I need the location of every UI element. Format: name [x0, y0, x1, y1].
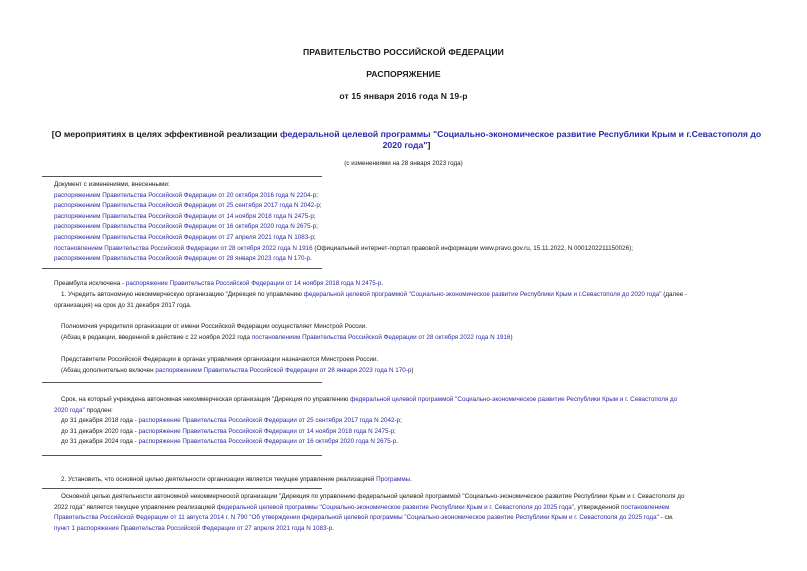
preamble-tail: .	[381, 280, 384, 287]
term-link[interactable]: распоряжение Правительства Российской Федерации от 14 ноября 2018 года N 2475-р	[138, 427, 395, 435]
final-program-link[interactable]: федеральной целевой программы "Социально-экономическое развитие Республики Крым и г. Севастополя до 2025 года"	[216, 503, 574, 511]
change-link[interactable]: постановлением Правительства Российской Федерации от 28 октября 2022 года N 1916	[54, 244, 313, 252]
change-link[interactable]: распоряжением Правительства Российской Федерации от 25 сентября 2017 года N 2042-р	[54, 202, 320, 210]
item-2-tail: .	[410, 476, 412, 483]
changes-intro: Документ с изменениями, внесенными:	[54, 181, 170, 188]
list-item-tail: ;	[313, 212, 316, 220]
change-link[interactable]: распоряжением Правительства Российской Федерации от 28 января 2023 года N 170-р	[54, 255, 311, 263]
change-link[interactable]: распоряжением Правительства Российской Федерации от 14 ноября 2018 года N 2475-р	[54, 212, 314, 220]
term-program-link[interactable]: федеральной целевой программой "Социально-экономическое развитие Республики Крым и г. Севастополя до	[350, 396, 678, 403]
term-program-link-cont[interactable]: 2020 года"	[54, 406, 85, 414]
term-item-tail: .	[396, 438, 399, 446]
term-date: до 31 декабря 2018 года -	[61, 417, 139, 425]
edition-note: (с изменениями на 28 января 2023 года)	[344, 160, 463, 167]
list-item-tail: ;	[316, 223, 318, 231]
representatives-note-text: (Абзац дополнительно включен	[61, 367, 156, 374]
final-order-link[interactable]: пункт 1 распоряжения Правительства Российской Федерации от 27 апреля 2021 года N 1083-р	[54, 524, 333, 532]
list-item	[54, 244, 633, 255]
representatives-paragraph: Представители Российской Федерации в органах управления организации назначаются Минстроем России.	[61, 356, 379, 363]
title-suffix: ]	[427, 140, 431, 150]
representatives-note-link[interactable]: распоряжением Правительства Российской Федерации от 28 января 2023 года N 170-р	[155, 367, 412, 374]
document-type: РАСПОРЯЖЕНИЕ	[366, 69, 441, 79]
preamble-text: Преамбула исключена -	[54, 280, 126, 287]
divider	[42, 268, 322, 269]
item-2	[61, 475, 412, 486]
term-date: до 31 декабря 2020 года -	[61, 427, 139, 435]
term-date: до 31 декабря 2024 года -	[61, 438, 139, 446]
item-1-tail: (далее -	[661, 291, 688, 298]
term-list	[61, 416, 402, 448]
founder-note-link[interactable]: постановлением Правительства Российской Федерации от 28 октября 2022 года N 1916	[251, 334, 511, 341]
item-1-text: 1. Учредить автономную некоммерческую организацию "Дирекция по управлению	[61, 291, 304, 298]
divider	[42, 382, 322, 383]
term-line-1	[61, 395, 677, 406]
item-1-program-link[interactable]: федеральной целевой программой "Социально-экономическое развитие Республики Крым и г.Севастополя до 2020 года"	[303, 291, 662, 298]
final-line-4	[54, 524, 767, 535]
list-item-tail: ;	[319, 202, 322, 210]
term-link[interactable]: распоряжение Правительства Российской Федерации от 16 октября 2020 года N 2675-р	[138, 438, 397, 446]
document-title	[44, 129, 769, 151]
final-line-2	[54, 503, 767, 514]
founder-note-text: (Абзац в редакции, введенной в действие с 22 ноября 2022 года	[61, 334, 252, 341]
list-item	[54, 201, 633, 212]
list-item-tail: .	[310, 255, 312, 263]
change-link[interactable]: распоряжением Правительства Российской Федерации от 27 апреля 2021 года N 1083-р	[54, 233, 314, 241]
final-text: .	[332, 524, 334, 532]
founder-note-tail: )	[510, 334, 513, 341]
list-item	[54, 233, 633, 244]
founder-note	[61, 333, 513, 344]
list-item-tail: ;	[316, 191, 318, 199]
list-item	[61, 416, 402, 427]
final-line-3	[54, 513, 767, 524]
title-program-link[interactable]: федеральной целевой программы "Социально-экономическое развитие Республики Крым и г.Севастополя до 2020 года"	[279, 129, 762, 150]
list-item	[54, 212, 633, 223]
term-item-tail: ;	[394, 427, 396, 435]
founder-paragraph: Полномочия учредителя организации от имени Российской Федерации осуществляет Минстрой России.	[61, 323, 368, 330]
term-line-2	[54, 406, 113, 417]
divider	[42, 488, 322, 489]
divider	[42, 455, 322, 456]
representatives-note	[61, 366, 414, 377]
change-link[interactable]: распоряжением Правительства Российской Федерации от 20 октября 2016 года N 2204-р	[54, 191, 317, 199]
term-item-tail: ;	[400, 417, 402, 425]
preamble-note	[54, 279, 383, 290]
divider	[42, 176, 322, 177]
term-text: Срок, на который учреждена автономная некоммерческая организация "Дирекция по управлению	[61, 396, 351, 403]
government-heading: ПРАВИТЕЛЬСТВО РОССИЙСКОЙ ФЕДЕРАЦИИ	[303, 47, 504, 57]
final-paragraph	[54, 492, 767, 534]
change-link[interactable]: распоряжением Правительства Российской Федерации от 16 октября 2020 года N 2675-р	[54, 223, 317, 231]
term-tail: продлен:	[84, 406, 113, 414]
item-1-line-2: организация) на срок до 31 декабря 2017 года.	[54, 301, 192, 309]
item-2-text: 2. Установить, что основной целью деятельности организации является текущее управление реализацией	[61, 476, 377, 483]
list-item-tail: (Официальный интернет-портал правовой информации www.pravo.gov.ru, 15.11.2022, N 0001202211150026);	[312, 244, 633, 252]
final-text: 2022 года" является текущее управление реализацией	[54, 503, 217, 511]
document-date-number: от 15 января 2016 года N 19-р	[339, 91, 468, 101]
final-resolution-link-cont[interactable]: Правительства Российской Федерации от 11 августа 2014 г. N 790 "Об утверждении федеральной целевой программы "Социально-экономическое развитие Республики Крым и г. Севастополя до 2025 года"	[54, 514, 659, 522]
list-item-tail: ;	[313, 233, 316, 241]
final-text: - см.	[658, 514, 674, 522]
term-link[interactable]: распоряжение Правительства Российской Федерации от 25 сентября 2017 года N 2042-р	[138, 417, 401, 425]
list-item	[54, 254, 633, 265]
final-text: , утвержденной	[573, 503, 621, 511]
list-item	[54, 191, 633, 202]
representatives-note-tail: )	[411, 367, 414, 374]
final-line-1: Основной целью деятельности автономной некоммерческой организации "Дирекция по управлению федеральной целевой программой "Социально-экономическое развитие Республики Крым и г. Севастополя до	[61, 493, 685, 500]
item-1-line-1	[61, 290, 687, 301]
list-item	[54, 222, 633, 233]
list-item	[61, 437, 402, 448]
changes-list	[54, 191, 633, 265]
list-item	[61, 427, 402, 438]
item-2-program-link[interactable]: Программы	[376, 476, 411, 483]
title-prefix: [О мероприятиях в целях эффективной реализации	[51, 129, 280, 139]
preamble-link[interactable]: распоряжение Правительства Российской Федерации от 14 ноября 2018 года N 2475-р	[125, 280, 382, 287]
final-resolution-link[interactable]: постановлением	[620, 503, 670, 511]
